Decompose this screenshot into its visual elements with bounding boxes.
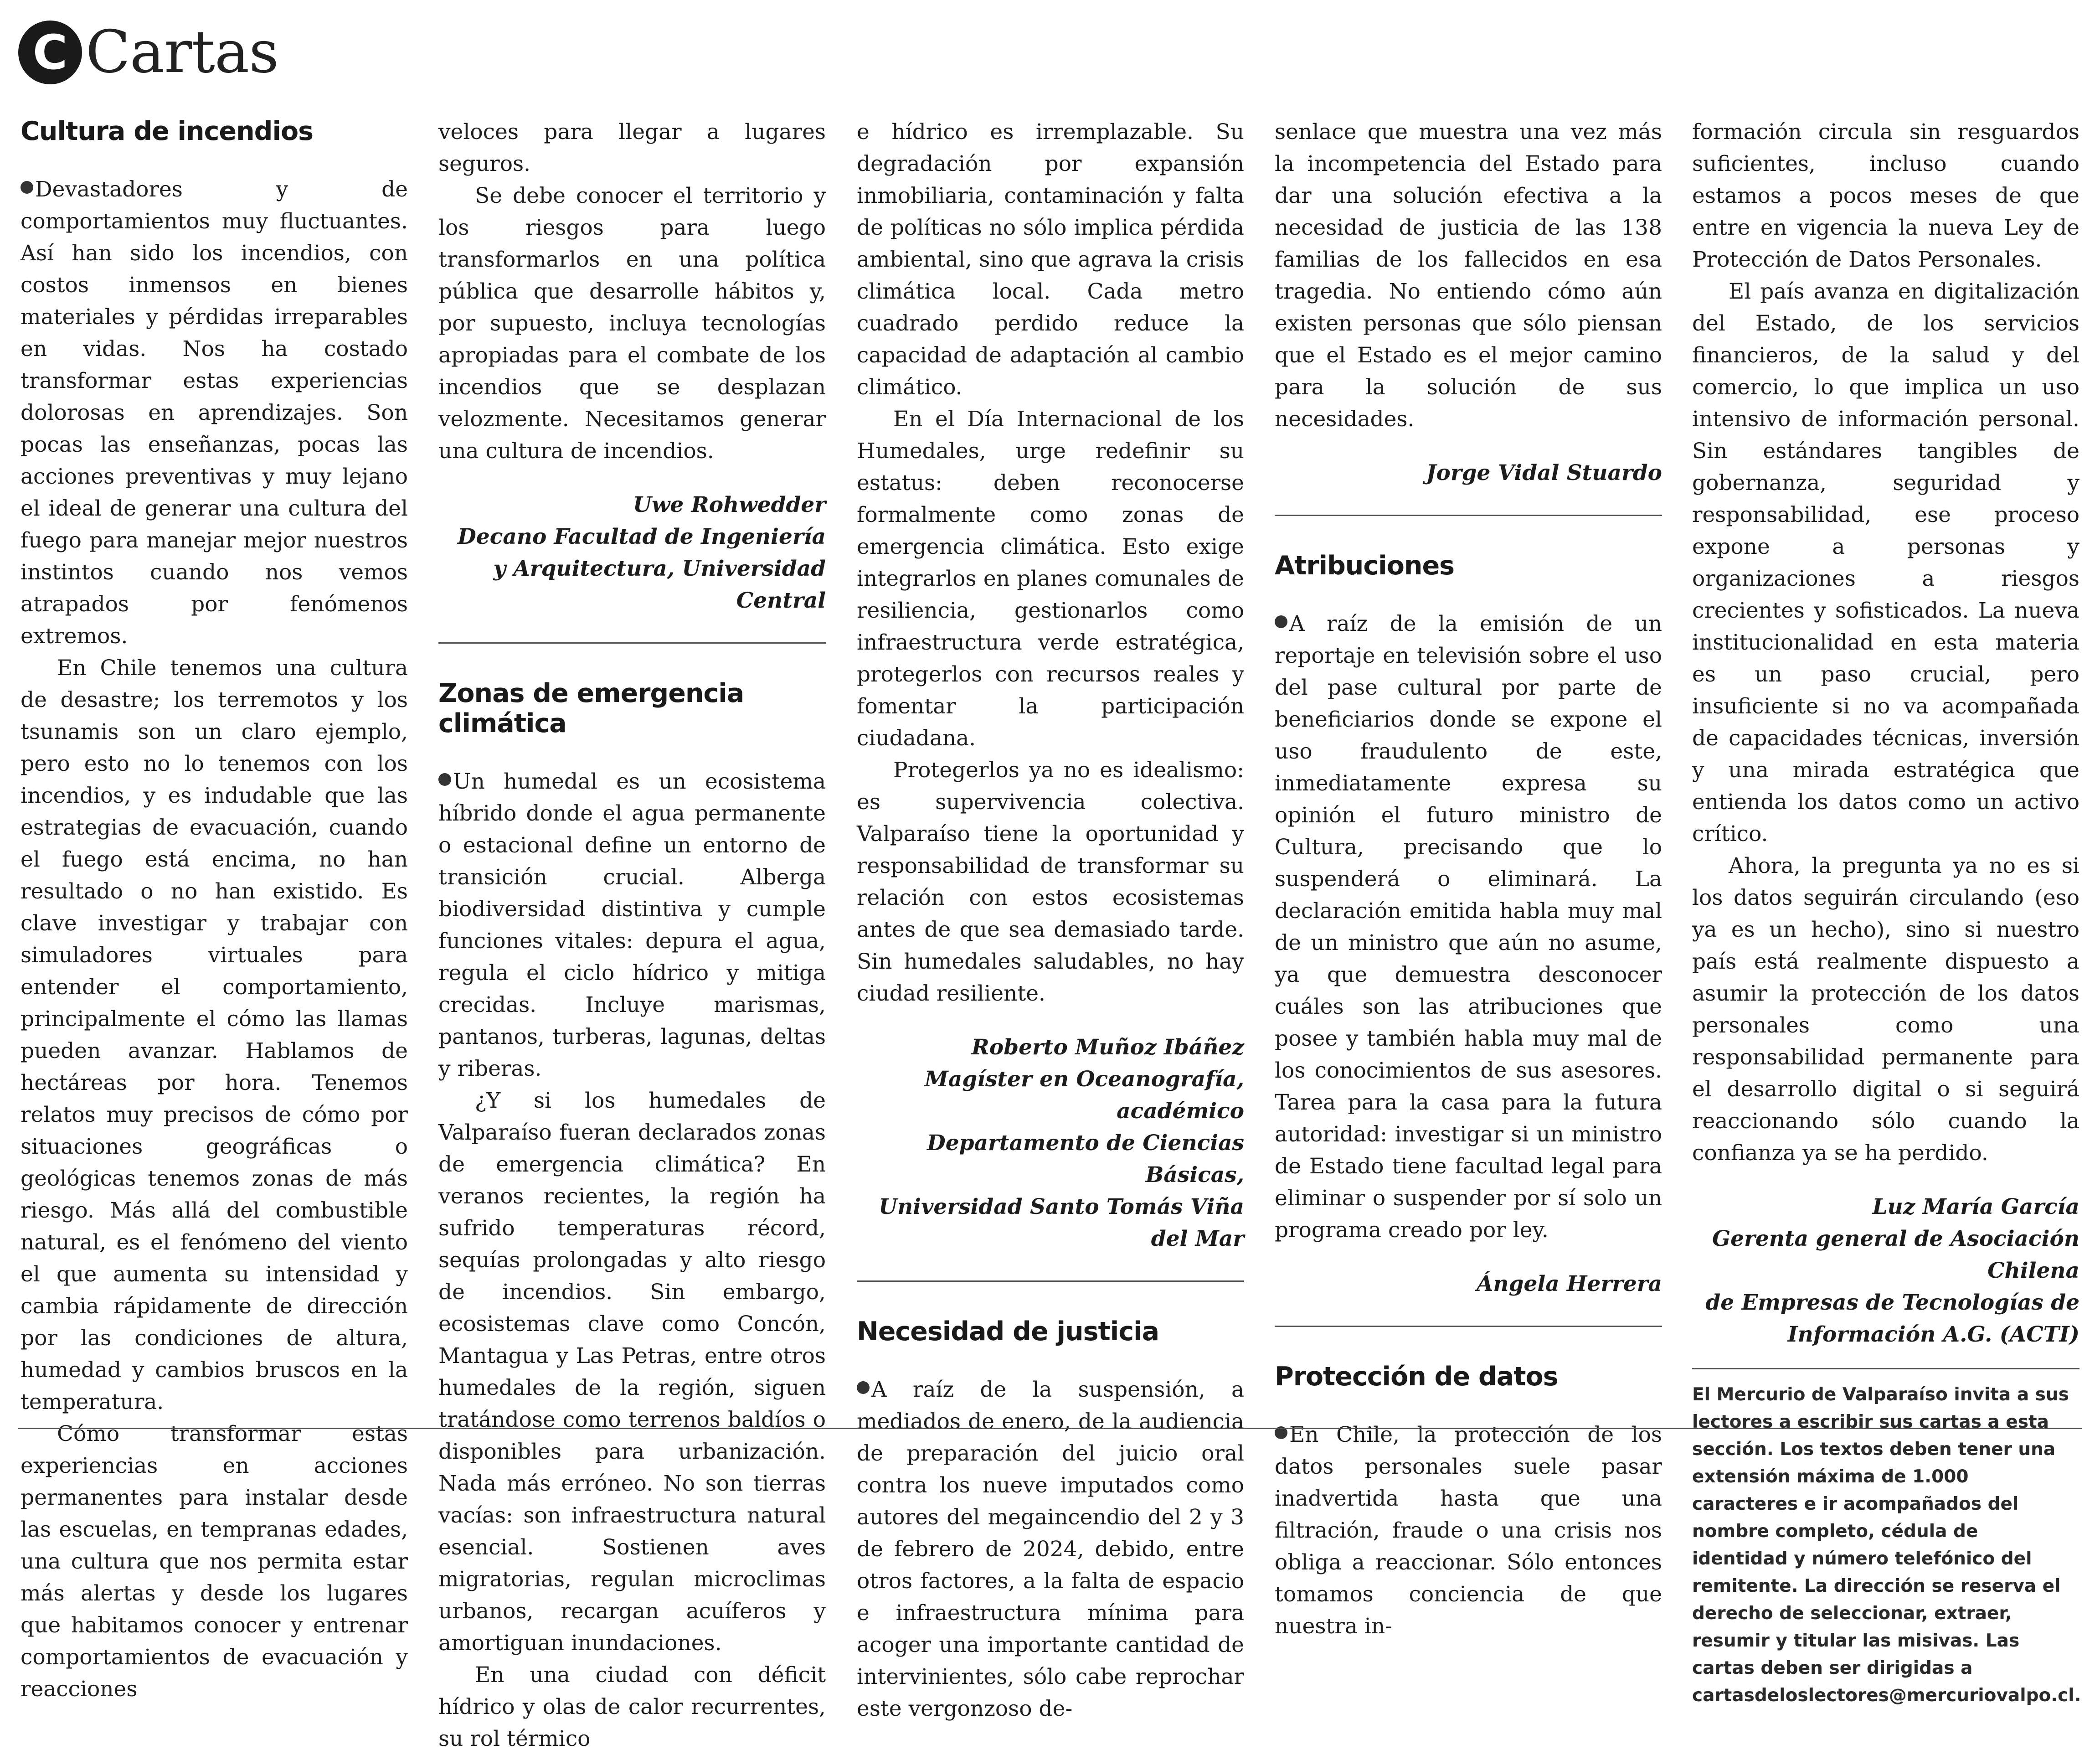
column-2 [438, 116, 826, 1755]
divider [1692, 1368, 2079, 1369]
letter-title: Cultura de incendios [21, 116, 314, 146]
signature-line: de Empresas de Tecnologías de [1705, 1290, 2079, 1315]
signature-name: Ángela Herrera [1476, 1271, 1662, 1296]
letter-paragraph: e hídrico es irremplazable. Su degradación por expansión inmobiliaria, contaminación y falta de políticas no sólo implica pérdida ambiental, sino que agrava la crisis climática local. Cada metro cuadrado perdido reduce la capacidad de adaptación al cambio climático. [857, 119, 1244, 400]
column-4 [1275, 116, 1662, 1642]
signature-line: Departamento de Ciencias Básicas, [927, 1130, 1244, 1187]
bottom-rule [18, 1428, 2082, 1429]
signature-line: Universidad Santo Tomás Viña del Mar [879, 1194, 1244, 1251]
letter-signature [438, 489, 826, 617]
letter-signature [857, 1032, 1244, 1255]
signature-line: Información A.G. (ACTI) [1787, 1322, 2079, 1347]
letter-paragraph: El país avanza en digitalización del Estado, de los servicios financieros, de la salud y del comercio, lo que implica un uso intensivo de información personal. Sin estándares tangibles de gobernanza, seguridad y responsabilidad, ese proceso expone a personas y organizaciones a riesgos crecientes y sofisticados. La nueva institucionalidad en esta materia es un paso crucial, pero insuficiente si no va acompañada de capacidades técnicas, inversión y una mirada estratégica que entienda los datos como un activo crítico. [1692, 279, 2079, 847]
signature-name: Luz María García [1872, 1194, 2079, 1219]
letter-signature [1692, 1191, 2079, 1351]
letter-paragraph: veloces para llegar a lugares seguros. [438, 119, 826, 176]
letter-paragraph: En el Día Internacional de los Humedales, urge redefinir su estatus: deben reconocerse formalmente como zonas de emergencia climática. Esto exige integrarlos en planes comunales de resiliencia, gestionarlos como infraestructura verde estratégica, protegerlos con recursos reales y fomentar la participación ciudadana. [857, 407, 1244, 751]
editor-note: El Mercurio de Valparaíso invita a sus lectores a escribir sus cartas a esta sección. Los textos deben tener una extensión máxima de 1.000 caracteres e ir acompañados del nombre completo, cédula de identidad y número telefónico del remitente. La dirección se reserva el derecho de seleccionar, extraer, resumir y titular las misivas. Las cartas deben ser dirigidas a cartasdeloslectores@mercuriovalpo.cl. [1692, 1384, 2081, 1706]
letter-title: Necesidad de justicia [857, 1316, 1159, 1347]
column-1 [21, 116, 408, 1705]
letter-paragraph: En Chile, la protección de los datos personales suele pasar inadvertida hasta que una filtración, fraude o una crisis nos obliga a reaccionar. Sólo entonces tomamos conciencia de que nuestra in- [1275, 1419, 1662, 1642]
letter-paragraph: Un humedal es un ecosistema híbrido donde el agua permanente o estacional define un entorno de transición crucial. Alberga biodiversidad distintiva y cumple funciones vitales: depura el agua, regula el ciclo hídrico y mitiga crecidas. Incluye marismas, pantanos, turberas, lagunas, deltas y riberas. [438, 766, 826, 1085]
letter-title: Zonas de emergencia climática [438, 678, 744, 738]
divider [1275, 1326, 1662, 1327]
divider [1275, 515, 1662, 516]
masthead [18, 18, 278, 87]
letter-title: Protección de datos [1275, 1362, 1558, 1392]
letter-paragraph: ¿Y si los humedales de Valparaíso fueran declarados zonas de emergencia climática? En veranos recientes, la región ha sufrido temperaturas récord, sequías prolongadas y alto riesgo de incendios. Sin embargo, ecosistemas clave como Concón, Mantagua y Las Petras, entre otros humedales de la región, siguen tratándose como terrenos baldíos o disponibles para urbanización. Nada más erróneo. No son tierras vacías: son infraestructura natural esencial. Sostienen aves migratorias, regulan microclimas urbanos, recargan acuíferos y amortiguan inundaciones. [438, 1088, 826, 1656]
letter-title: Atribuciones [1275, 551, 1455, 581]
signature-name: Jorge Vidal Stuardo [1426, 460, 1662, 485]
column-5 [1692, 116, 2079, 1709]
letter-paragraph: Se debe conocer el territorio y los riesgos para luego transformarlos en una política pública que desarrolle hábitos y, por supuesto, incluya tecnologías apropiadas para el combate de los incendios que se desplazan velozmente. Necesitamos generar una cultura de incendios. [438, 183, 826, 464]
letter-paragraph: A raíz de la suspensión, a mediados de enero, de la audiencia de preparación del juicio oral contra los nueve imputados como autores del megaincendio del 2 y 3 de febrero de 2024, debido, entre otros factores, a la falta de espacio e infraestructura mínima para acoger una importante cantidad de intervinientes, sólo cabe reprochar este vergonzoso de- [857, 1374, 1244, 1725]
divider [857, 1280, 1244, 1282]
letter-paragraph: formación circula sin resguardos suficientes, incluso cuando estamos a pocos meses de que entre en vigencia la nueva Ley de Protección de Datos Personales. [1692, 119, 2079, 272]
letter-paragraph: A raíz de la emisión de un reportaje en televisión sobre el uso del pase cultural por parte de beneficiarios donde se expone el uso fraudulento de este, inmediatamente expresa su opinión el futuro ministro de Cultura, precisando que lo suspenderá o eliminará. La declaración emitida habla muy mal de un ministro que aún no asume, ya que demuestra desconocer cuáles son las atribuciones que posee y también habla muy mal de los conocimientos de sus asesores. Tarea para la casa para la futura autoridad: investigar si un ministro de Estado tiene facultad legal para eliminar o suspender por sí solo un programa creado por ley. [1275, 608, 1662, 1246]
section-title: Cartas [86, 18, 278, 86]
letter-paragraph: En una ciudad con déficit hídrico y olas de calor recurrentes, su rol térmico [438, 1662, 826, 1751]
divider [438, 642, 826, 644]
letter-paragraph: Devastadores y de comportamientos muy fluctuantes. Así han sido los incendios, con costos inmensos en bienes materiales y pérdidas irreparables en vidas. Nos ha costado transformar estas experiencias dolorosas en aprendizajes. Son pocas las enseñanzas, pocas las acciones preventivas y muy lejano el ideal de generar una cultura del fuego para manejar mejor nuestros instintos cuando nos vemos atrapados por fenómenos extremos. [21, 174, 408, 652]
letter-paragraph: Protegerlos ya no es idealismo: es supervivencia colectiva. Valparaíso tiene la oportunidad y responsabilidad de transformar su relación con estos ecosistemas antes de que sea demasiado tarde. Sin humedales saludables, no hay ciudad resiliente. [857, 758, 1244, 1006]
section-logo: C [18, 21, 82, 84]
signature-line: Magíster en Oceanografía, académico [924, 1067, 1244, 1124]
letter-signature [1275, 457, 1662, 489]
letter-paragraph: Ahora, la pregunta ya no es si los datos seguirán circulando (eso ya es un hecho), sino si nuestro país está realmente dispuesto a asumir la protección de los datos personales como una responsabilidad permanente para el desarrollo digital o si seguirá reaccionando sólo cuando la confianza ya se ha perdido. [1692, 853, 2079, 1166]
column-3 [857, 116, 1244, 1725]
signature-name: Uwe Rohwedder [633, 492, 826, 517]
signature-name: Roberto Muñoz Ibáñez [971, 1035, 1244, 1060]
letter-paragraph: senlace que muestra una vez más la incompetencia del Estado para dar una solución efectiva a la necesidad de justicia de las 138 familias de los fallecidos en esa tragedia. No entiendo cómo aún existen personas que sólo piensan que el Estado es el mejor camino para la solución de sus necesidades. [1275, 119, 1662, 432]
letter-signature [1275, 1268, 1662, 1300]
signature-line: Gerenta general de Asociación Chilena [1712, 1226, 2079, 1283]
signature-line: Decano Facultad de Ingeniería [458, 524, 826, 549]
letter-paragraph: En Chile tenemos una cultura de desastre; los terremotos y los tsunamis son un claro ejemplo, pero esto no lo tenemos con los incendios, y es indudable que las estrategias de evacuación, cuando el fuego está encima, no han resultado o no han existido. Es clave investigar y trabajar con simuladores virtuales para entender el comportamiento, principalmente el cómo las llamas pueden avanzar. Hablamos de hectáreas por hora. Tenemos relatos muy precisos de cómo por situaciones geográficas o geológicas tenemos zonas de más riesgo. Más allá del combustible natural, es el fenómeno del viento el que aumenta su intensidad y cambia rápidamente de dirección por las condiciones de altura, humedad y cambios bruscos en la temperatura. [21, 656, 408, 1414]
signature-line: y Arquitectura, Universidad Central [493, 556, 826, 613]
letter-paragraph: Cómo transformar estas experiencias en acciones permanentes para instalar desde las escuelas, en tempranas edades, una cultura que nos permita estar más alertas y desde los lugares que habitamos conocer y entrenar comportamientos de evacuación y reacciones [21, 1421, 408, 1702]
